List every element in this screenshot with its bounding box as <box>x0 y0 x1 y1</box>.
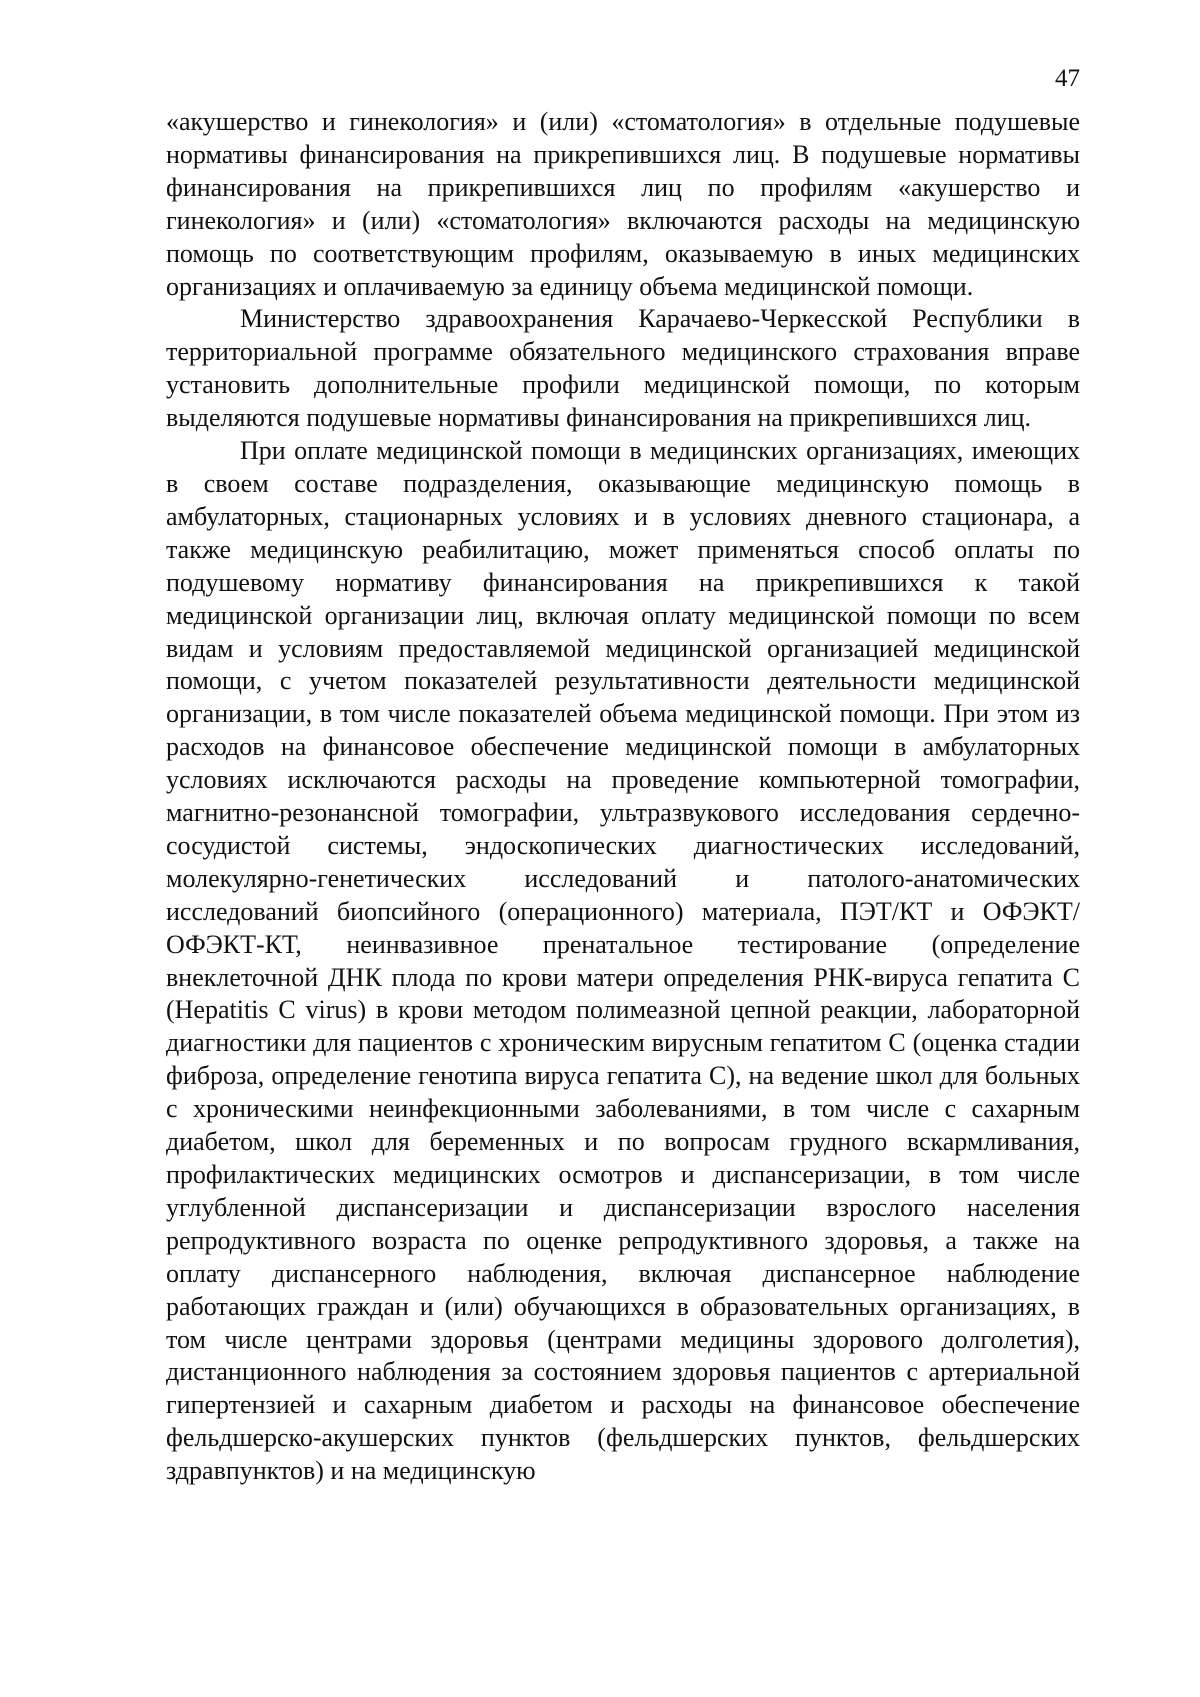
paragraph-payment-method: При оплате медицинской помощи в медицинских организациях, имеющих в своем составе подразделения, оказывающие медицинскую помощь в амбулаторных, стационарных условиях и в условиях дневного стационара, а также медицинскую реабилитацию, может применяться способ оплаты по подушевому нормативу финансирования на прикрепившихся к такой медицинской организации лиц, включая оплату медицинской помощи по всем видам и условиям предоставляемой медицинской организацией медицинской помощи, с учетом показателей результативности деятельности медицинской организации, в том числе показателей объема медицинской помощи. При этом из расходов на финансовое обеспечение медицинской помощи в амбулаторных условиях исключаются расходы на проведение компьютерной томографии, магнитно-резонансной томографии, ультразвукового исследования сердечно-сосудистой системы, эндоскопических диагностических исследований, молекулярно-генетических исследований и патолого-анатомических исследований биопсийного (операционного) материала, ПЭТ/КТ и ОФЭКТ/ОФЭКТ-КТ, неинвазивное пренатальное тестирование (определение внеклеточной ДНК плода по крови матери определения РНК-вируса гепатита С (Hepatitis C virus) в крови методом полимеазной цепной реакции, лабораторной диагностики для пациентов с хроническим вирусным гепатитом С (оценка стадии фиброза, определение генотипа вируса гепатита С), на ведение школ для больных с хроническими неинфекционными заболеваниями, в том числе с сахарным диабетом, школ для беременных и по вопросам грудного вскармливания, профилактических медицинских осмотров и диспансеризации, в том числе углубленной диспансеризации и диспансеризации взрослого населения репродуктивного возраста по оценке репродуктивного здоровья, а также на оплату диспансерного наблюдения, включая диспансерное наблюдение работающих граждан и (или) обучающихся в образовательных организациях, в том числе центрами здоровья (центрами медицины здорового долголетия), дистанционного наблюдения за состоянием здоровья пациентов с артериальной гипертензией и сахарным диабетом и расходы на финансовое обеспечение фельдшерско-акушерских пунктов (фельдшерских пунктов, фельдшерских здравпунктов) и на медицинскую <box>166 436 1080 1486</box>
paragraph-continuation: «акушерство и гинекология» и (или) «стоматология» в отдельные подушевые нормативы финансирования на прикрепившихся лиц. В подушевые нормативы финансирования на прикрепившихся лиц по профилям «акушерство и гинекология» и (или) «стоматология» включаются расходы на медицинскую помощь по соответствующим профилям, оказываемую в иных медицинских организациях и оплачиваемую за единицу объема медицинской помощи. <box>166 107 1080 301</box>
page-number: 47 <box>1055 65 1080 92</box>
paragraph-ministry-profiles: Министерство здравоохранения Карачаево-Черкесской Республики в территориальной программе обязательного медицинского страхования вправе установить дополнительные профили медицинской помощи, по которым выделяются подушевые нормативы финансирования на прикрепившихся лиц. <box>166 304 1080 433</box>
document-body <box>166 106 1080 1488</box>
